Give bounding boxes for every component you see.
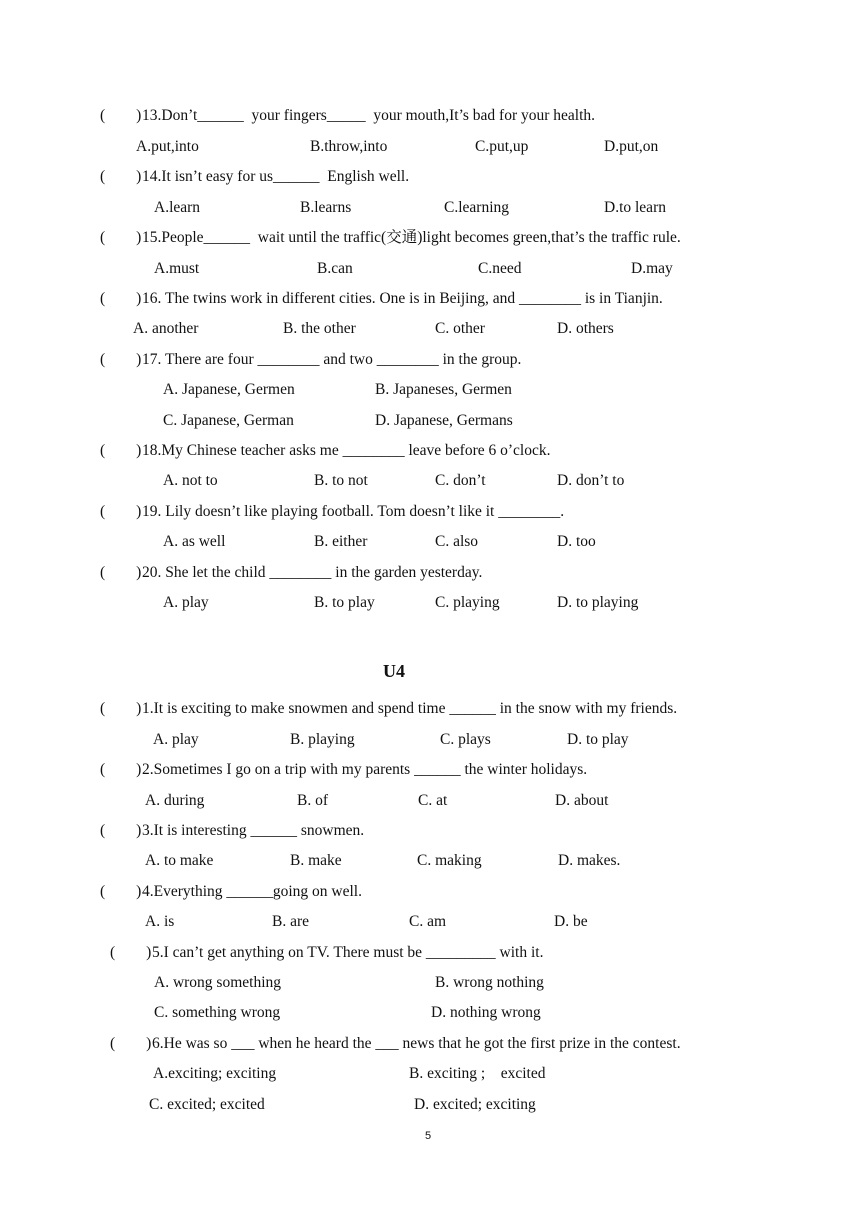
question-stem: 20. She let the child ________ in the garden yesterday. [142,564,483,581]
option-a: A. play [163,594,209,611]
option-d: D. about [555,792,609,809]
section-heading: U4 [383,661,405,681]
option-b: B. of [297,792,328,809]
option-d: D. excited; exciting [414,1096,536,1113]
option-c: C. at [418,792,448,809]
option-d: D. to play [567,731,629,748]
option-d: D.put,on [604,138,659,155]
option-b: B. make [290,852,342,869]
option-c: C. other [435,320,485,337]
option-d: D. don’t to [557,472,625,489]
option-b: B.can [317,260,353,277]
answer-bracket[interactable]: ( ) [100,883,142,900]
question-stem: 14.It isn’t easy for us______ English well. [142,168,410,185]
option-a: A. to make [145,852,214,869]
option-c: C.put,up [475,138,529,155]
option-d: D. makes. [558,852,621,869]
option-a: A. another [133,320,199,337]
question-stem: 3.It is interesting ______ snowmen. [142,822,365,839]
page-number: 5 [425,1130,432,1142]
question-stem: 16. The twins work in different cities. One is in Beijing, and ________ is in Tianjin. [142,290,663,307]
option-c: C. excited; excited [149,1096,265,1113]
option-a: A. Japanese, Germen [163,381,295,398]
answer-bracket[interactable]: ( ) [100,351,142,368]
option-c: C. don’t [435,472,486,489]
option-c: C.learning [444,199,509,216]
option-a: A.put,into [136,138,199,155]
option-d: D. too [557,533,596,550]
answer-bracket[interactable]: ( ) [100,442,142,459]
option-b: B. exciting ; excited [409,1065,546,1082]
option-b: B. to play [314,594,375,611]
question-stem: 18.My Chinese teacher asks me ________ leave before 6 o’clock. [142,442,551,459]
option-a: A. not to [163,472,218,489]
option-d: D. to playing [557,594,639,611]
answer-bracket[interactable]: ( ) [100,107,142,124]
option-d: D. Japanese, Germans [375,412,513,429]
option-b: B. are [272,913,310,930]
option-c: C. am [409,913,447,930]
answer-bracket[interactable]: ( ) [100,822,142,839]
answer-bracket[interactable]: ( ) [100,761,142,778]
option-d: D. nothing wrong [431,1004,541,1021]
question-stem: 1.It is exciting to make snowmen and spend time ______ in the snow with my friends. [142,700,678,717]
answer-bracket[interactable]: ( ) [100,564,142,581]
answer-bracket[interactable]: ( ) [100,290,142,307]
option-b: B. the other [283,320,356,337]
option-d: D.to learn [604,199,666,216]
question-stem: 13.Don’t______ your fingers_____ your mouth,It’s bad for your health. [142,107,596,124]
option-c: C.need [478,260,522,277]
answer-bracket[interactable]: ( ) [100,503,142,520]
option-a: A. play [153,731,199,748]
option-d: D. be [554,913,588,930]
option-b: B. playing [290,731,355,748]
question-stem: 5.I can’t get anything on TV. There must be _________ with it. [152,944,544,961]
answer-bracket[interactable]: ( ) [100,229,142,246]
answer-bracket[interactable]: ( ) [110,944,152,961]
option-a: A. during [145,792,205,809]
option-b: B. Japaneses, Germen [375,381,512,398]
option-b: B.throw,into [310,138,388,155]
answer-bracket[interactable]: ( ) [100,168,142,185]
answer-bracket[interactable]: ( ) [110,1035,152,1052]
question-stem: 2.Sometimes I go on a trip with my parents ______ the winter holidays. [142,761,588,778]
question-stem: 19. Lily doesn’t like playing football. Tom doesn’t like it ________. [142,503,565,520]
option-c: C. plays [440,731,491,748]
option-c: C. also [435,533,479,550]
option-b: B. wrong nothing [435,974,544,991]
option-c: C. playing [435,594,500,611]
option-a: A. is [145,913,175,930]
option-b: B. to not [314,472,368,489]
option-d: D. others [557,320,614,337]
question-stem: 15.People______ wait until the traffic(交通)light becomes green,that’s the traffic rule. [142,229,681,246]
option-a: A.learn [154,199,201,216]
question-stem: 17. There are four ________ and two ________ in the group. [142,351,522,368]
answer-bracket[interactable]: ( ) [100,700,142,717]
option-b: B. either [314,533,368,550]
question-stem: 4.Everything ______going on well. [142,883,362,900]
option-c: C. making [417,852,482,869]
option-d: D.may [631,260,673,277]
option-c: C. something wrong [154,1004,281,1021]
option-a: A. wrong something [154,974,282,991]
option-c: C. Japanese, German [163,412,294,429]
question-stem: 6.He was so ___ when he heard the ___ news that he got the first prize in the contest. [152,1035,681,1052]
option-a: A.exciting; exciting [153,1065,277,1082]
option-a: A.must [154,260,200,277]
option-a: A. as well [163,533,226,550]
option-b: B.learns [300,199,352,216]
